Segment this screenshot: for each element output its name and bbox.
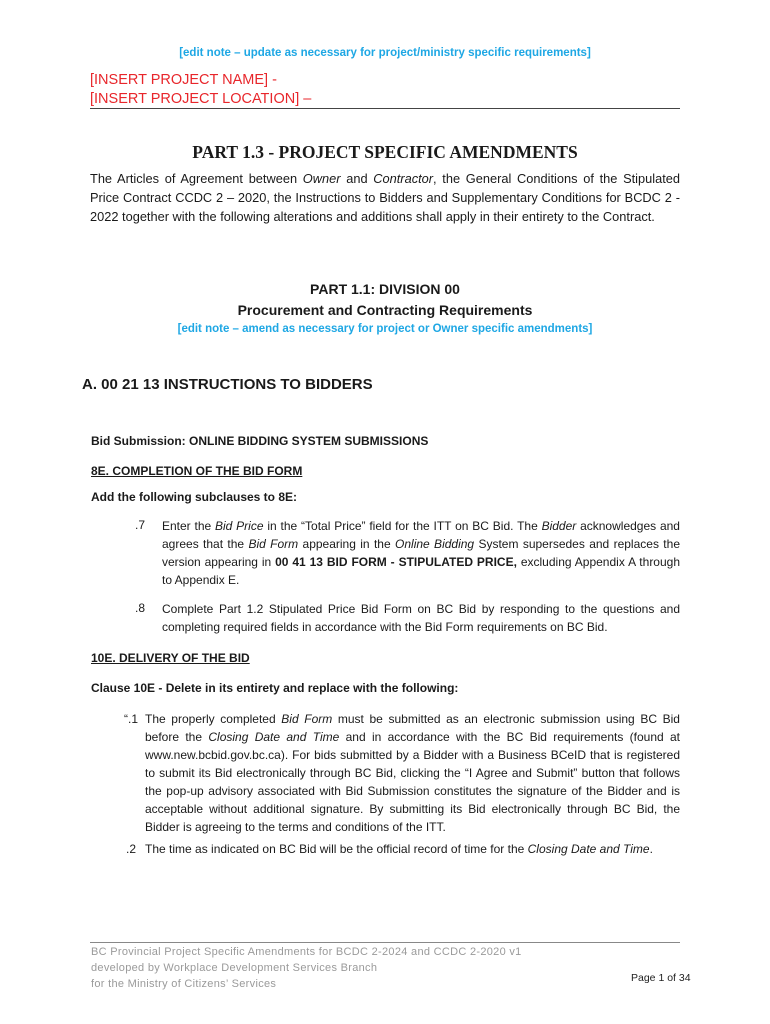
heading-10e: 10E. DELIVERY OF THE BID — [91, 651, 250, 665]
item-7-number: .7 — [135, 518, 146, 532]
item-7-text: Enter the Bid Price in the “Total Price” field for the ITT on BC Bid. The Bidder acknowledges and agrees that the Bid Form appearing in the Online Bidding System supersedes and replaces the version appearing in 00 41 13 BID FORM - STIPULATED PRICE, excluding Appendix A through to Appendix E. — [162, 519, 681, 587]
bid-submission-heading: Bid Submission: ONLINE BIDDING SYSTEM SUBMISSIONS — [91, 434, 429, 448]
heading-8e: 8E. COMPLETION OF THE BID FORM — [91, 464, 303, 478]
item-8-number: .8 — [135, 601, 146, 615]
add-subclauses-text: Add the following subclauses to 8E: — [91, 490, 298, 504]
item-1-number: “.1 — [124, 712, 139, 726]
page-number: Page 1 of 34 — [631, 972, 691, 984]
project-name-placeholder: [INSERT PROJECT NAME] - — [90, 72, 277, 88]
header-rule — [90, 108, 680, 109]
project-location-placeholder: [INSERT PROJECT LOCATION] – — [90, 91, 312, 107]
edit-note-header: [edit note – update as necessary for project/ministry specific requirements] — [179, 47, 591, 59]
edit-note-division: [edit note – amend as necessary for project or Owner specific amendments] — [177, 323, 593, 335]
footer-line-3: for the Ministry of Citizens’ Services — [91, 978, 277, 990]
item-1-text: The properly completed Bid Form must be submitted as an electronic submission using BC Bid before the Closing Date and Time and in accordance with the BC Bid requirements (found at www.new.bcbid.gov.bc.ca). For bids submitted by a Bidder with a Business BCeID that is registered to submit its Bid electronically through BC Bid, clicking the “I Agree and Submit” button that follows the pop-up advisory associated with Bid Submission constitutes the signature of the Bidder and is acceptable without additional signature. By submitting its Bid electronically through BC Bid, the Bidder is agreeing to the terms and conditions of the ITT. — [145, 712, 681, 834]
section-a-title: A. 00 21 13 INSTRUCTIONS TO BIDDERS — [82, 376, 373, 393]
footer-line-2: developed by Workplace Development Services Branch — [91, 962, 378, 974]
item-8-text: Complete Part 1.2 Stipulated Price Bid Form on BC Bid by responding to the questions and completing required fields in accordance with the Bid Form requirements on BC Bid. — [162, 602, 680, 634]
footer-rule — [90, 942, 680, 943]
part-1-1-subtitle: Procurement and Contracting Requirements — [237, 302, 533, 318]
part-1-3-intro: The Articles of Agreement between Owner and Contractor, the General Conditions of the Stipulated Price Contract CCDC 2 – 2020, the Instructions to Bidders and Supplementary Conditions for BCDC 2 - 2022 together with the following alterations and additions shall apply in their entirety to the Contract. — [90, 171, 680, 224]
clause-10e-text: Clause 10E - Delete in its entirety and replace with the following: — [91, 681, 459, 695]
part-1-3-title: PART 1.3 - PROJECT SPECIFIC AMENDMENTS — [192, 142, 578, 162]
footer-line-1: BC Provincial Project Specific Amendments for BCDC 2-2024 and CCDC 2-2020 v1 — [91, 946, 522, 958]
item-2-number: .2 — [126, 842, 137, 856]
part-1-1-title: PART 1.1: DIVISION 00 — [310, 281, 460, 297]
item-2-text: The time as indicated on BC Bid will be the official record of time for the Closing Date and Time. — [145, 842, 653, 856]
